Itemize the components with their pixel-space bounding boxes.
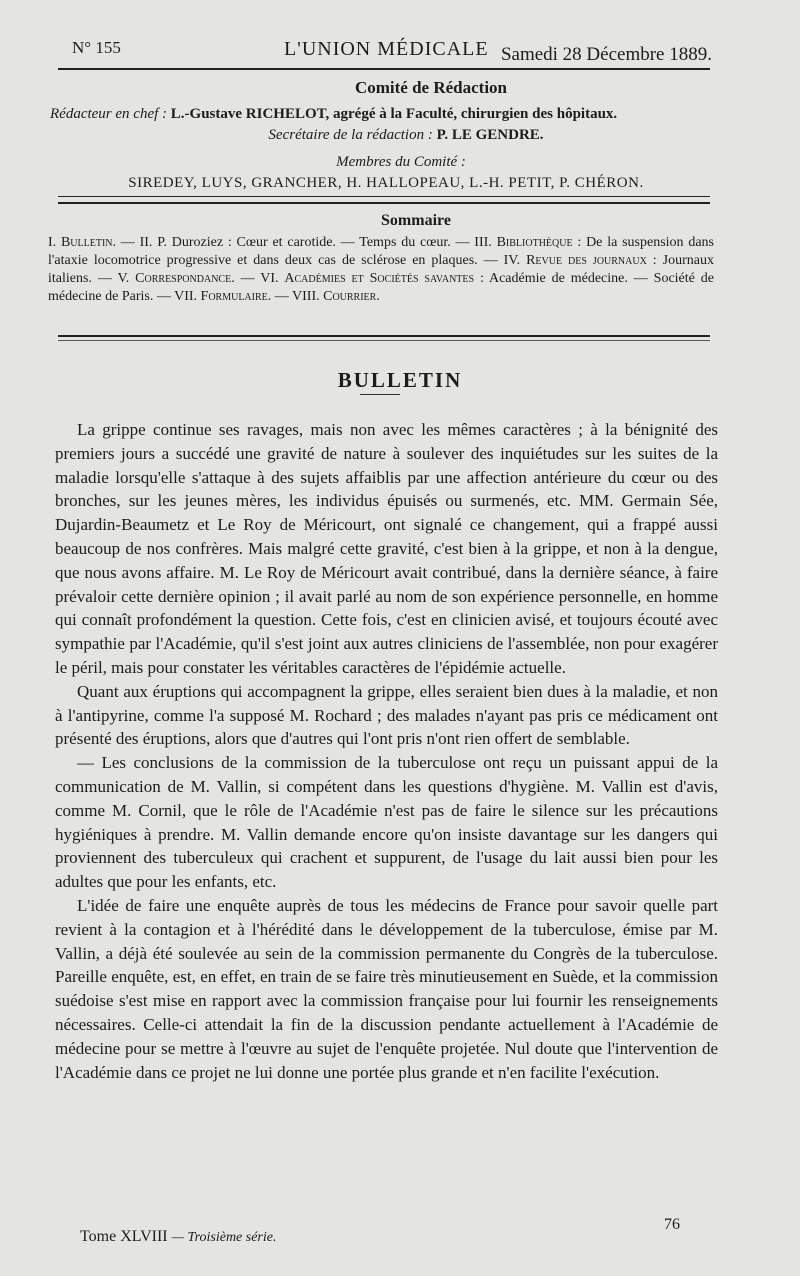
page-number: 76 [664, 1216, 680, 1233]
tome-label: Tome XLVIII [80, 1228, 168, 1245]
toc-item: . — VI. [231, 271, 285, 286]
sommaire-rule [58, 335, 710, 337]
editor-name: L.-Gustave RICHELOT, agrégé à la Faculté, chirurgien des hôpitaux. [170, 106, 618, 122]
volume-line [80, 1228, 276, 1246]
journal-name: L'UNION MÉDICALE [284, 38, 489, 60]
paragraph: Quant aux éruptions qui accompagnent la grippe, elles seraient bien dues à la maladie, et non à l'antipyrine, comme l'a supposé M. Rochard ; des malades n'ayant pas pris ce médicament ont présenté des éruptions, alors que d'autres qui l'ont pris n'ont rien offert de semblable. [55, 681, 718, 749]
issue-number: N° 155 [72, 38, 121, 57]
toc-item: . [376, 289, 380, 304]
editor-line [50, 104, 716, 125]
members-list: SIREDEY, LUYS, GRANCHER, H. HALLOPEAU, L.-H. PETIT, P. CHÉRON. [128, 175, 644, 191]
toc-item: Correspondance [135, 271, 232, 286]
table-of-contents [48, 212, 714, 306]
editor-label: Rédacteur en chef : [50, 106, 168, 122]
toc-item: : Journaux italiens. — V. [48, 253, 715, 286]
toc-item: : Académie de médecine. — Société de médecine de Paris. — VII. [48, 271, 714, 304]
members-label: Membres du Comité : [336, 154, 466, 170]
paragraph: — Les conclusions de la commission de la tuberculose ont reçu un puissant appui de la communication de M. Vallin, si compétent dans les questions d'hygiène. M. Vallin est d'avis, comme M. Cornil, que le rôle de l'Académie n'est pas de faire le silence sur les précautions hygiéniques à prendre. M. Vallin demande encore qu'on insiste davantage sur les dangers qui proviennent des tuberculeux qui crachent et suppurent, de l'usage du lait aussi bien pour les adultes que pour les enfants, etc. [55, 753, 718, 892]
secretary-label: Secrétaire de la rédaction : [268, 127, 433, 143]
committee-title: Comité de Rédaction [354, 78, 508, 97]
toc-item: — II. P. Duroziez : Cœur et carotide. — Temps du cœur. — III. [116, 235, 497, 250]
toc-item: Revue des journaux [526, 253, 647, 268]
paragraph: L'idée de faire une enquête auprès de tous les médecins de France pour savoir quelle part revient à la contagion et à l'hérédité dans le développement de la tuberculose, émise par M. Vallin, a déjà été soulevée au sein de la commission permanente du Congrès de la tuberculose. Pareille enquête, est, en effet, en train de se faire très minutieusement en Suède, et la commission suédoise s'est mise en rapport avec la commission française pour lui fournir les renseignements nécessaires. Celle-ci attendait la fin de la discussion pendante actuellement à l'Académie de médecine pour se mettre à l'œuvre au sujet de l'enquête projetée. Nul doute que l'intervention de l'Académie dans ce projet ne lui donne une portée plus grande et n'en facilite l'exécution. [55, 895, 718, 1082]
header-rule [58, 68, 710, 70]
paragraph: La grippe continue ses ravages, mais non avec les mêmes caractères ; à la bénignité des premiers jours a succédé une gravité de nature à soulever des inquiétudes sur les suites de la maladie lorsqu'elle s'attaque à des sujets affaiblis par une affection antérieure du cœur ou des bronches, sur les jeunes mères, les individus épuisés ou surmenés, etc. MM. Germain Sée, Dujardin-Beaumetz et Le Roy de Méricourt, ont signalé ce changement, qui a frappé aussi beaucoup de nos confrères. Mais malgré cette gravité, c'est bien à la grippe, et non à la dengue, que nous avons affaire. M. Le Roy de Méricourt avait contribué, dans la dernière séance, à faire prévaloir cette dernière opinion ; il avait parlé au nom de son expérience personnelle, en homme qui connaît profondément la question. Cette fois, c'est en clinicien avisé, et toujours écouté avec sympathie par l'Académie, qu'il s'est joint aux autres cliniciens de l'assemblée, non pour exagérer le péril, mais pour constater les véritables caractères de l'épidémie actuelle. [55, 420, 718, 677]
toc-item: Bibliothèque [496, 235, 573, 250]
serie-label: — Troisième série. [171, 1230, 277, 1245]
bulletin-title: BULLETIN [337, 368, 463, 392]
toc-item: Courrier [323, 289, 377, 304]
secretary-line [96, 125, 716, 146]
editorial-committee [50, 78, 716, 194]
sommaire-rule-thin [58, 340, 710, 341]
secretary-name: P. LE GENDRE. [436, 127, 544, 143]
sommaire-title: Sommaire [381, 212, 451, 229]
toc-item: : De la suspension dans l'ataxie locomotrice progressive et dans deux cas de sclérose en plaques. — IV. [48, 235, 715, 268]
toc-item: . — VIII. [267, 289, 324, 304]
running-header [72, 30, 712, 70]
bulletin-body [55, 418, 718, 1084]
toc-item: I. Bulletin. [48, 235, 117, 250]
issue-date: Samedi 28 Décembre 1889. [500, 44, 712, 65]
title-ornament-rule [360, 394, 400, 395]
committee-rule [58, 196, 710, 204]
toc-item: Formulaire [200, 289, 268, 304]
sommaire-body [48, 234, 714, 306]
toc-item: Académies et Sociétés savantes [284, 271, 475, 286]
